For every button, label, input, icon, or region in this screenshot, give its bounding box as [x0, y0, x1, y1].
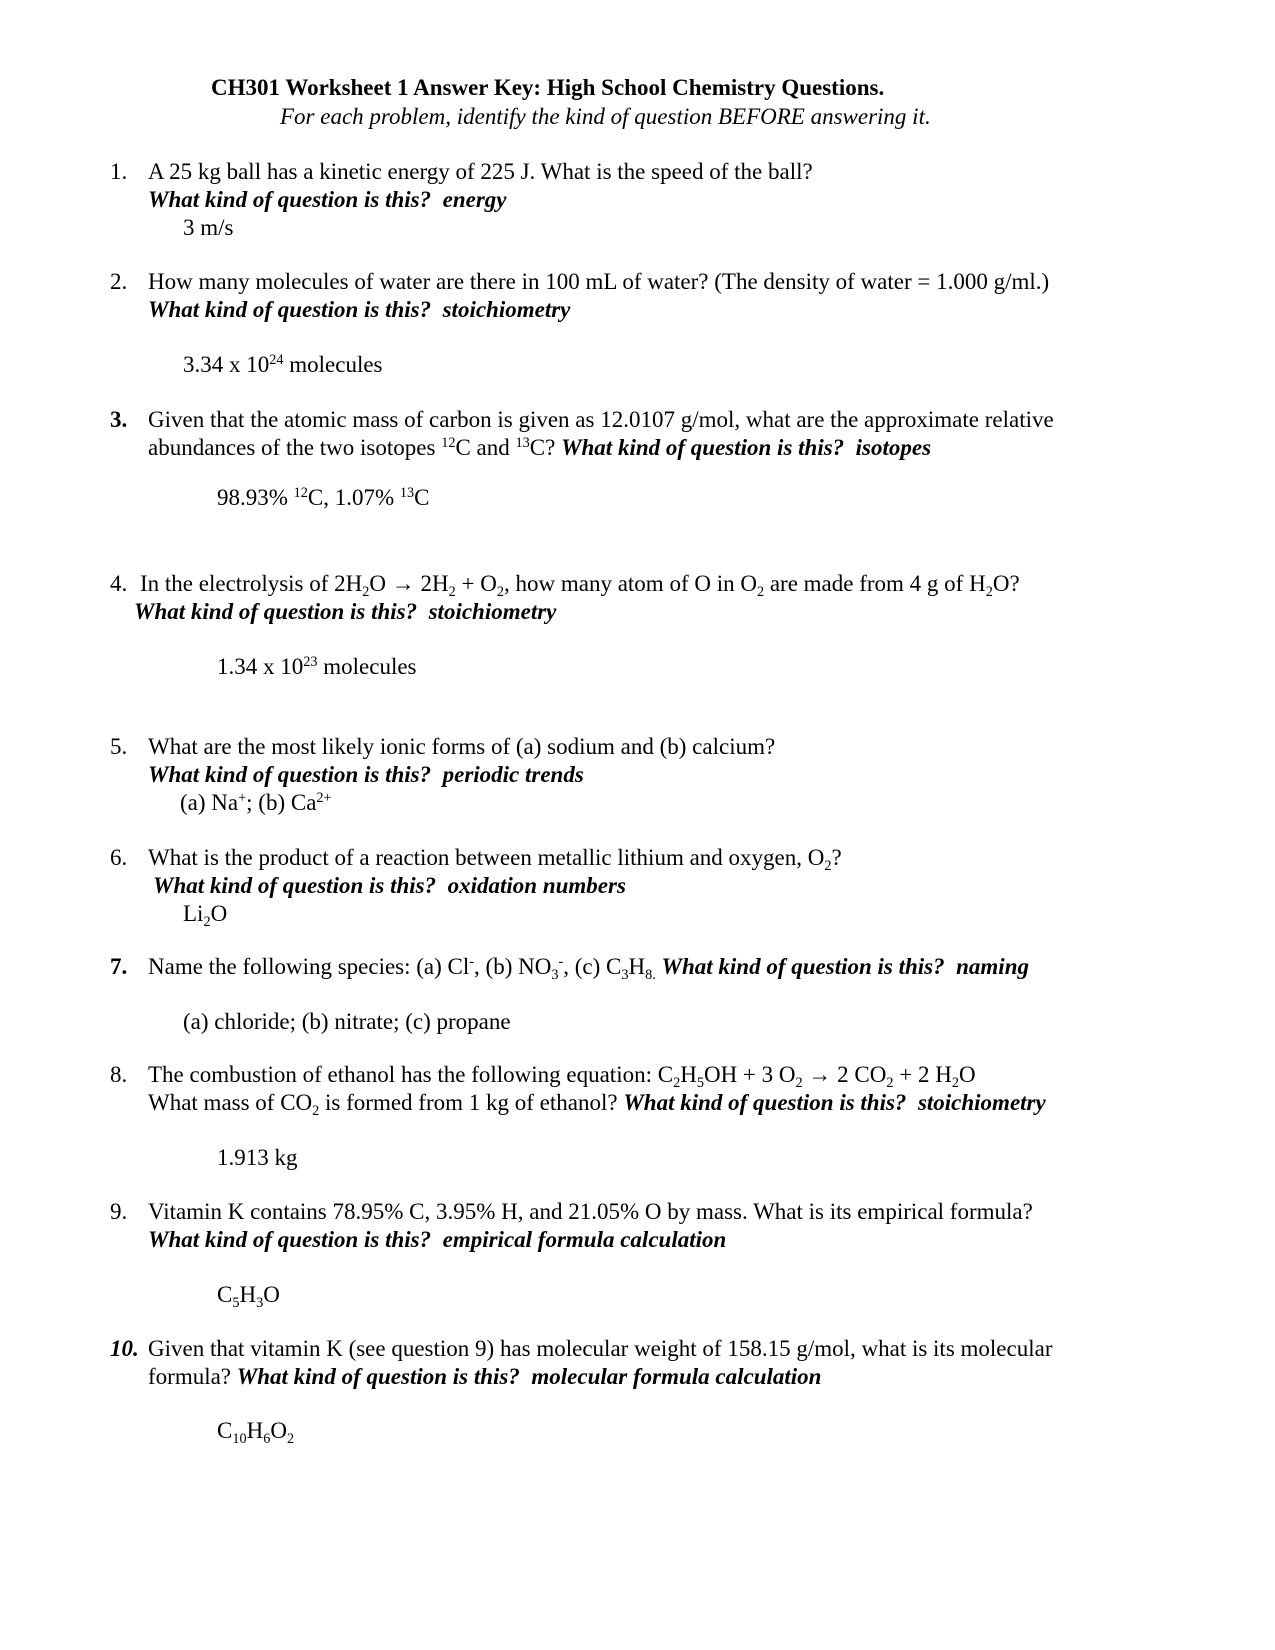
q3-line1: Given that the atomic mass of carbon is given as 12.0107 g/mol, what are the approximate relative	[148, 407, 1054, 432]
kind-prompt: What kind of question is this?	[661, 954, 945, 979]
kind-prompt: What kind of question is this?	[623, 1090, 907, 1115]
q6-kind-line	[153, 874, 626, 897]
q10-line2: formula? What kind of question is this? molecular formula calculation	[148, 1364, 822, 1389]
q2-kind-line	[148, 298, 570, 321]
q4-answer: 1.34 x $10^{23}$ molecules	[217, 654, 417, 679]
q1-number: 1.	[110, 159, 128, 184]
q1-kind: energy	[442, 187, 507, 212]
q9-kind-line	[148, 1228, 726, 1251]
q5-number: 5.	[110, 734, 128, 759]
q1-text: A 25 kg ball has a kinetic energy of 225 J. What is the speed of the ball?	[148, 159, 813, 184]
kind-prompt: What kind of question is this?	[134, 599, 418, 624]
kind-prompt: What kind of question is this?	[148, 1227, 432, 1252]
q2-number: 2.	[110, 269, 128, 294]
q3-number: 3.	[110, 407, 128, 432]
q1-kind-line	[148, 188, 506, 211]
q10-answer: $C_{10}H_6O_2$	[217, 1418, 295, 1447]
q6-text: What is the product of a reaction between metallic lithium and oxygen, $O_2$?	[148, 845, 842, 874]
q10-line1: Given that vitamin K (see question 9) has molecular weight of 158.15 g/mol, what is its molecular	[148, 1336, 1053, 1361]
kind-prompt: What kind of question is this?	[153, 873, 437, 898]
q2-kind: stoichiometry	[442, 297, 571, 322]
q2-answer: 3.34 x $10^{24}$ molecules	[183, 352, 383, 377]
q7-text: Name the following species: (a) Cl-, (b) $NO_3^-$, (c) $C_3H_{8.}$ What kind of question is this? naming	[148, 954, 1029, 983]
kind-prompt: What kind of question is this?	[148, 762, 432, 787]
q6-kind: oxidation numbers	[447, 873, 626, 898]
q9-kind: empirical formula calculation	[442, 1227, 727, 1252]
q7-answer: (a) chloride; (b) nitrate; (c) propane	[183, 1009, 511, 1034]
q8-line2: What mass of $CO_2$ is formed from 1 kg of ethanol? What kind of question is this? stoichiometry	[148, 1090, 1046, 1119]
q5-kind: periodic trends	[442, 762, 584, 787]
q3-line2: abundances of the two isotopes $^{12}$C and $^{13}$C? What kind of question is this? isotopes	[148, 435, 932, 460]
q3-answer: 98.93% $^{12}$C, 1.07% $^{13}$C	[217, 485, 430, 510]
q9-number: 9.	[110, 1199, 128, 1224]
q1-answer: 3 m/s	[183, 215, 234, 240]
q10-number: 10.	[110, 1336, 139, 1361]
kind-prompt: What kind of question is this?	[236, 1364, 520, 1389]
q10-kind: molecular formula calculation	[531, 1364, 822, 1389]
q8-line1: The combustion of ethanol has the following equation: $C_2H_5OH + 3$ $O_2 \to 2$ $CO_2 + 2$ $H_2O$	[148, 1062, 976, 1091]
q8-answer: 1.913 kg	[217, 1145, 298, 1170]
kind-prompt: What kind of question is this?	[148, 187, 432, 212]
q4-kind-line	[134, 600, 556, 623]
page-title: CH301 Worksheet 1 Answer Key: High School Chemistry Questions.	[211, 75, 885, 100]
q4-text: In the electrolysis of $2H_2O \to 2H_2 + O_2$, how many atom of O in $O_2$ are made from 4 g of $H_2O$?	[140, 571, 1020, 600]
q5-kind-line	[148, 763, 584, 786]
q4-number: 4.	[110, 571, 128, 596]
q7-kind: naming	[956, 954, 1029, 979]
q3-kind: isotopes	[855, 435, 932, 460]
q9-text: Vitamin K contains 78.95% C, 3.95% H, and 21.05% O by mass. What is its empirical formula?	[148, 1199, 1033, 1224]
page-subtitle: For each problem, identify the kind of question BEFORE answering it.	[280, 104, 931, 129]
q7-number: 7.	[110, 954, 128, 979]
q8-number: 8.	[110, 1062, 128, 1087]
kind-prompt: What kind of question is this?	[148, 297, 432, 322]
q5-answer: (a) Na+; (b) $Ca^{2+}$	[180, 790, 332, 815]
q4-kind: stoichiometry	[428, 599, 557, 624]
kind-prompt: What kind of question is this?	[561, 435, 845, 460]
q6-answer: $Li_2O$	[183, 901, 228, 930]
q8-kind: stoichiometry	[917, 1090, 1046, 1115]
q2-text: How many molecules of water are there in 100 mL of water? (The density of water = 1.000 g/ml.)	[148, 269, 1050, 294]
q6-number: 6.	[110, 845, 128, 870]
arrow-icon: →	[391, 571, 415, 596]
q5-text: What are the most likely ionic forms of (a) sodium and (b) calcium?	[148, 734, 776, 759]
q9-answer: $C_5H_3O$	[217, 1282, 280, 1311]
